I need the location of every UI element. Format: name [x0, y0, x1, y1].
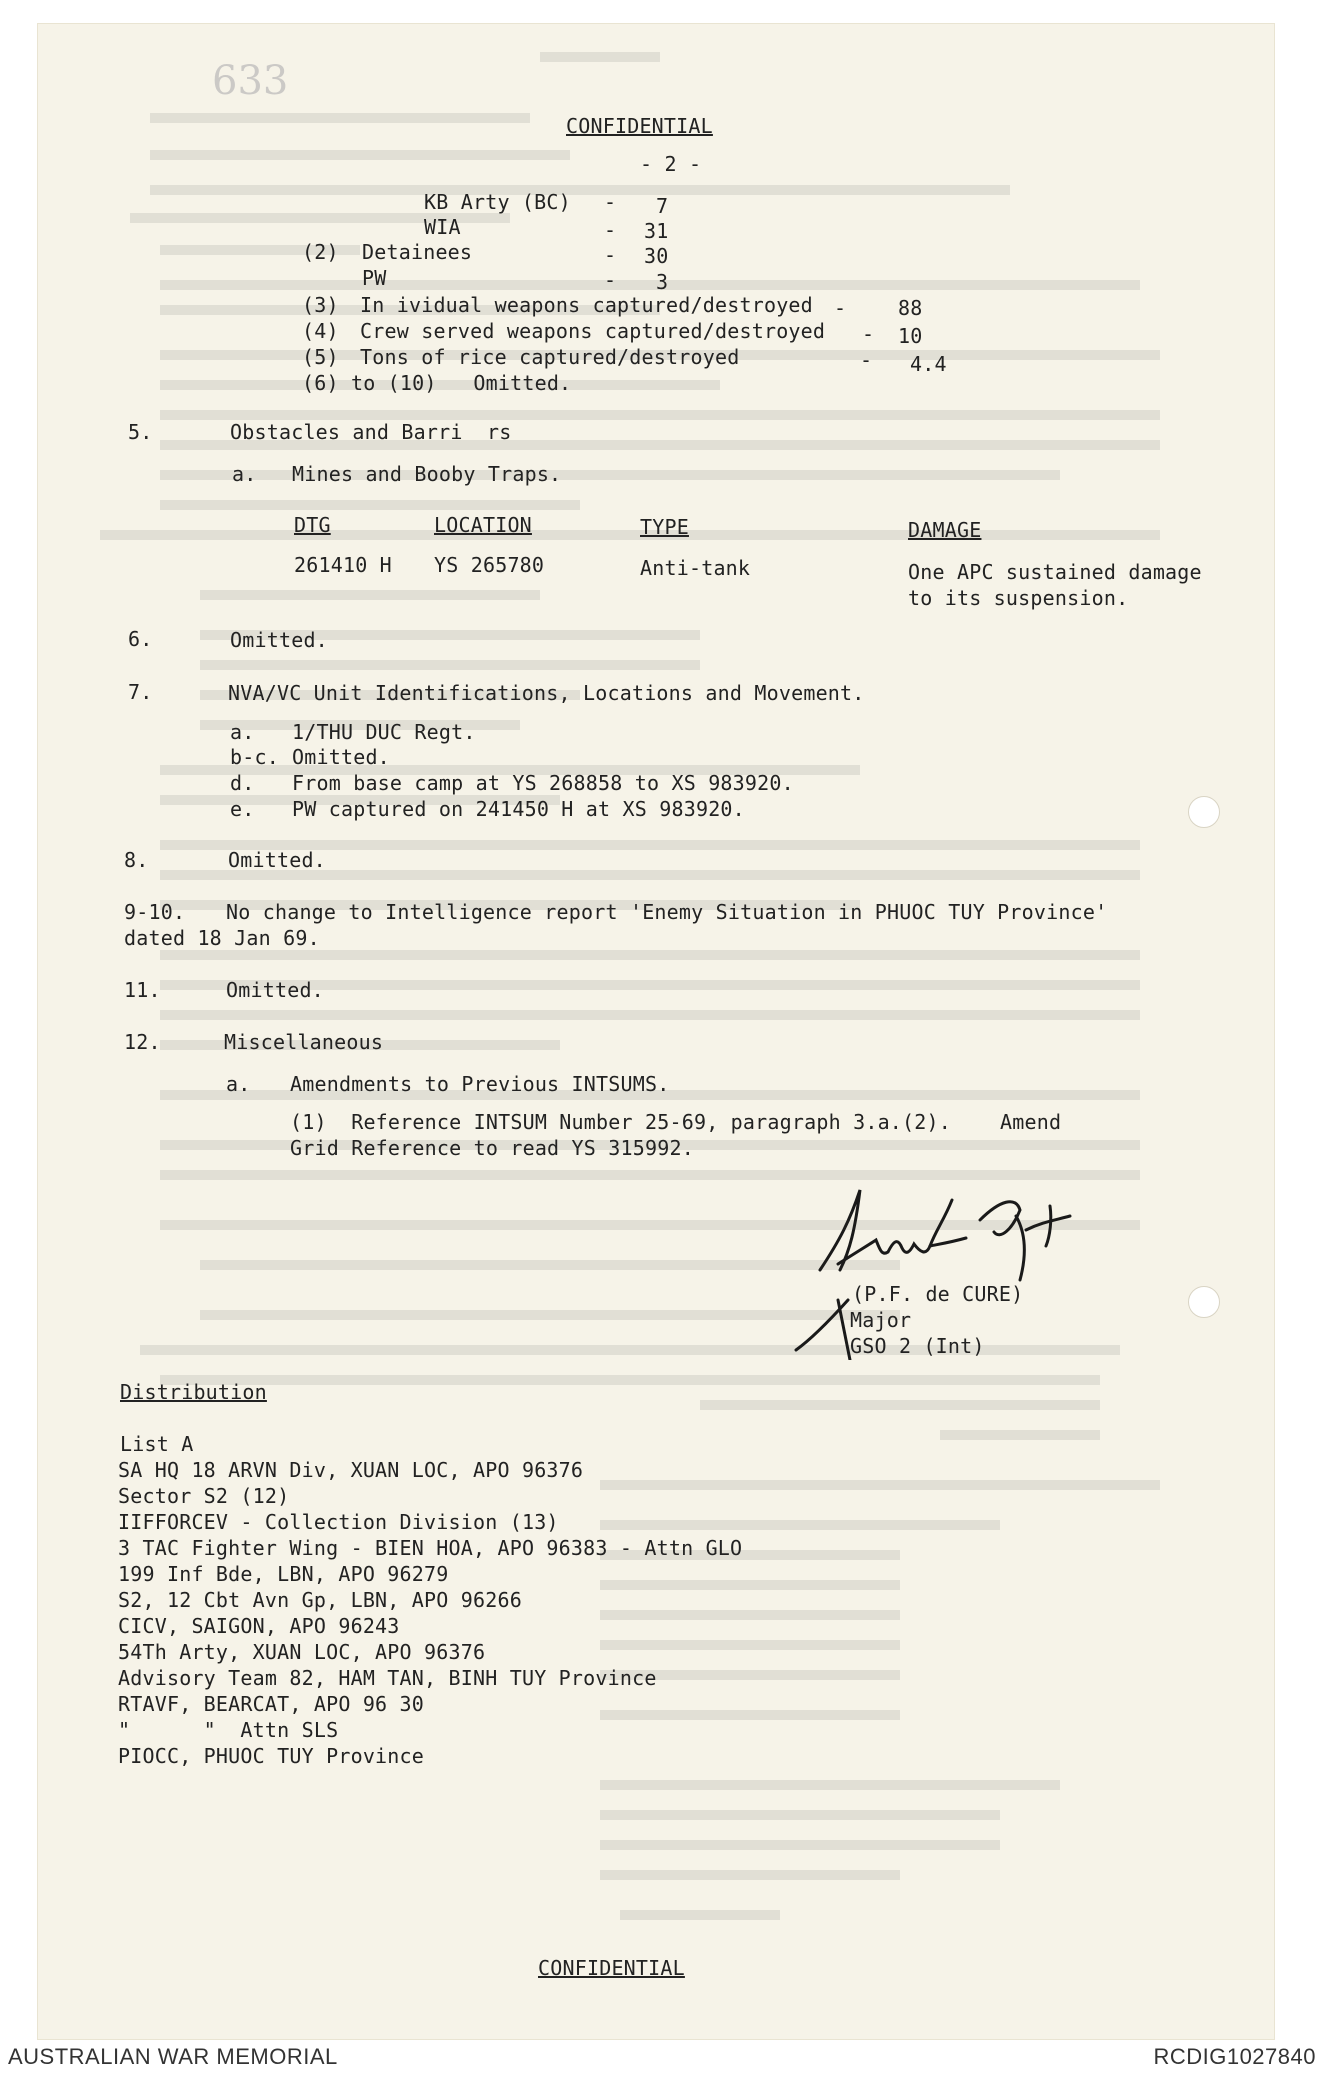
subsection-number: a.: [226, 1072, 251, 1096]
list-item-number: a.: [230, 720, 255, 744]
stat-number: (4): [302, 319, 339, 343]
distribution-entry: PIOCC, PHUOC TUY Province: [118, 1744, 425, 1768]
stat-value: 30: [644, 244, 669, 268]
archive-id: RCDIG1027840: [1153, 2044, 1316, 2069]
classification-footer: CONFIDENTIAL: [538, 1956, 685, 1980]
section-title: NVA/VC Unit Identifications, Locations and Movement.: [228, 681, 865, 705]
section-title: Obstacles and Barri rs: [230, 420, 512, 444]
section-text: Omitted.: [226, 978, 324, 1002]
section-text: Omitted.: [228, 848, 326, 872]
archive-credit: AUSTRALIAN WAR MEMORIAL: [8, 2044, 338, 2069]
list-item-text: PW captured on 241450 H at XS 983920.: [292, 797, 745, 821]
stat-dash: -: [604, 243, 617, 267]
section-number: 7.: [128, 680, 153, 704]
column-header-damage: DAMAGE: [908, 518, 982, 542]
stat-label: PW: [362, 266, 387, 290]
stat-value: 31: [644, 219, 669, 243]
omitted-range: (6) to (10) Omitted.: [302, 371, 572, 395]
folio-stamp: 633: [212, 58, 289, 104]
stat-dash: -: [604, 268, 617, 292]
stat-value: 88: [898, 296, 923, 320]
section-number: 8.: [124, 848, 149, 872]
stat-label: In ividual weapons captured/destroyed: [360, 293, 813, 317]
distribution-entry: CICV, SAIGON, APO 96243: [118, 1614, 400, 1638]
distribution-entry: " " Attn SLS: [118, 1718, 339, 1742]
table-cell-damage: One APC sustained damage: [908, 560, 1202, 584]
stat-label: Tons of rice captured/destroyed: [360, 345, 740, 369]
distribution-entry: 54Th Arty, XUAN LOC, APO 96376: [118, 1640, 486, 1664]
stat-dash: -: [604, 190, 617, 214]
section-number: 6.: [128, 627, 153, 651]
punch-hole: [1188, 1286, 1220, 1318]
table-cell-damage: to its suspension.: [908, 586, 1129, 610]
stat-label: Detainees: [362, 240, 473, 264]
section-number: 12.: [124, 1030, 161, 1054]
distribution-entry: 199 Inf Bde, LBN, APO 96279: [118, 1562, 449, 1586]
signatory-role: GSO 2 (Int): [850, 1334, 985, 1358]
amendment-line: Grid Reference to read YS 315992.: [290, 1136, 694, 1160]
stat-dash: -: [834, 296, 847, 320]
classification-header: CONFIDENTIAL: [566, 114, 713, 138]
column-header-location: LOCATION: [434, 513, 532, 537]
list-item-number: b-c.: [230, 745, 279, 769]
distribution-entry: S2, 12 Cbt Avn Gp, LBN, APO 96266: [118, 1588, 522, 1612]
section-title: Miscellaneous: [224, 1030, 384, 1054]
stat-dash: -: [862, 322, 875, 346]
section-number: 9-10.: [124, 900, 186, 924]
distribution-entry: RTAVF, BEARCAT, APO 96 30: [118, 1692, 425, 1716]
stat-value: 3: [656, 270, 669, 294]
column-header-dtg: DTG: [294, 513, 331, 537]
list-item-text: 1/THU DUC Regt.: [292, 720, 476, 744]
section-number: 11.: [124, 978, 161, 1002]
table-cell-type: Anti-tank: [640, 556, 751, 580]
section-text: No change to Intelligence report 'Enemy Situation in PHUOC TUY Province': [226, 900, 1108, 924]
section-number: 5.: [128, 420, 153, 444]
stat-number: (3): [302, 293, 339, 317]
stat-label: WIA: [424, 215, 461, 239]
stat-dash: -: [860, 348, 873, 372]
stat-value: 4.4: [910, 352, 947, 376]
section-text: Omitted.: [230, 628, 328, 652]
list-item-number: e.: [230, 797, 255, 821]
subsection-title: Mines and Booby Traps.: [292, 462, 562, 486]
list-item-text: Omitted.: [292, 745, 390, 769]
stat-dash: -: [604, 218, 617, 242]
stat-value: 7: [656, 194, 669, 218]
distribution-entry: IIFFORCEV - Collection Division (13): [118, 1510, 559, 1534]
subsection-title: Amendments to Previous INTSUMS.: [290, 1072, 670, 1096]
page-number: - 2 -: [640, 152, 702, 176]
stat-label: Crew served weapons captured/destroyed: [360, 319, 826, 343]
handwritten-signature: [780, 1160, 1120, 1360]
amendment-line: (1) Reference INTSUM Number 25-69, paragraph 3.a.(2). Amend: [290, 1110, 1062, 1134]
distribution-entry: 3 TAC Fighter Wing - BIEN HOA, APO 96383 - Attn GLO: [118, 1536, 743, 1560]
section-text: dated 18 Jan 69.: [124, 926, 320, 950]
signatory-rank: Major: [850, 1308, 912, 1332]
distribution-title: Distribution: [120, 1380, 267, 1404]
subsection-number: a.: [232, 462, 257, 486]
stat-label: KB Arty (BC): [424, 190, 571, 214]
table-cell-dtg: 261410 H: [294, 553, 392, 577]
signatory-name: (P.F. de CURE): [852, 1282, 1024, 1306]
list-item-text: From base camp at YS 268858 to XS 983920.: [292, 771, 794, 795]
stat-value: 10: [898, 324, 923, 348]
punch-hole: [1188, 796, 1220, 828]
list-item-number: d.: [230, 771, 255, 795]
column-header-type: TYPE: [640, 515, 689, 539]
distribution-entry: SA HQ 18 ARVN Div, XUAN LOC, APO 96376: [118, 1458, 584, 1482]
distribution-list-label: List A: [120, 1432, 194, 1456]
table-cell-location: YS 265780: [434, 553, 545, 577]
stat-number: (2): [302, 240, 339, 264]
distribution-entry: Sector S2 (12): [118, 1484, 290, 1508]
stat-number: (5): [302, 345, 339, 369]
distribution-entry: Advisory Team 82, HAM TAN, BINH TUY Province: [118, 1666, 657, 1690]
